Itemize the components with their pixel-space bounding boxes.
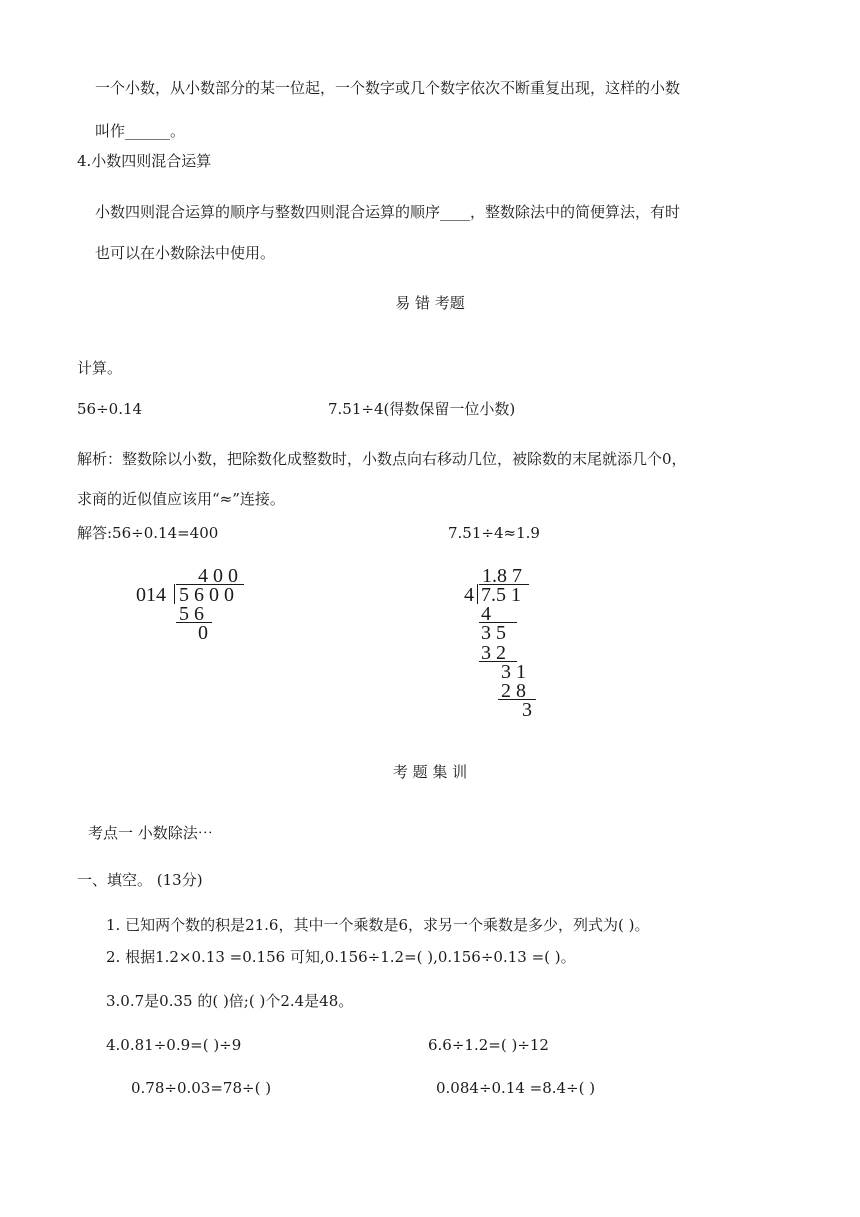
exam-point: 考点一 小数除法⋯ xyxy=(88,824,213,842)
step: 3 1 xyxy=(501,661,526,683)
paragraph-line: 叫作______。 xyxy=(95,122,186,140)
step: 2 8 xyxy=(501,680,526,702)
problem-2: 7.51÷4(得数保留一位小数) xyxy=(328,400,516,418)
question-4d: 0.084÷0.14 =8.4÷( ) xyxy=(436,1079,596,1097)
section-heading: 4.小数四则混合运算 xyxy=(77,152,212,170)
dividend: 5 6 0 0 xyxy=(179,584,234,606)
paragraph-line: 也可以在小数除法中使用。 xyxy=(95,244,276,262)
question-2: 2. 根据1.2×0.13 =0.156 可知,0.156÷1.2=( ),0.156÷0.13 =( )。 xyxy=(106,948,576,966)
division-bracket xyxy=(174,584,175,604)
section-title: 易 错 考题 xyxy=(395,294,465,312)
division-bracket xyxy=(477,584,478,604)
prompt-text: 计算。 xyxy=(77,359,123,377)
remainder: 0 xyxy=(198,622,208,644)
section-title: 考 题 集 训 xyxy=(392,763,468,781)
step: 3 5 xyxy=(481,622,506,644)
problem-1: 56÷0.14 xyxy=(77,400,143,418)
analysis-line: 求商的近似值应该用“≈”连接。 xyxy=(77,490,285,508)
answer-2: 7.51÷4≈1.9 xyxy=(448,524,540,542)
analysis-line: 解析：整数除以小数，把除数化成整数时，小数点向右移动几位，被除数的末尾就添几个0， xyxy=(77,450,687,468)
paragraph-line: 小数四则混合运算的顺序与整数四则混合运算的顺序____，整数除法中的简便算法，有时 xyxy=(95,203,681,221)
step: 4 xyxy=(481,603,491,625)
step: 3 2 xyxy=(481,642,506,664)
divisor: 4 xyxy=(464,584,474,606)
question-4b: 6.6÷1.2=( )÷12 xyxy=(428,1036,549,1054)
question-4c: 0.78÷0.03=78÷( ) xyxy=(131,1079,272,1097)
question-1: 1. 已知两个数的积是21.6，其中一个乘数是6，求另一个乘数是多少，列式为( )。 xyxy=(106,916,650,934)
dividend: 7.5 1 xyxy=(481,584,521,606)
section-heading: 一、填空。 (13分) xyxy=(77,871,203,889)
paragraph-line: 一个小数，从小数部分的某一位起，一个数字或几个数字依次不断重复出现，这样的小数 xyxy=(95,79,681,97)
step: 3 xyxy=(522,699,532,721)
answer-1: 解答:56÷0.14=400 xyxy=(77,524,219,542)
divisor: 014 xyxy=(136,584,166,606)
quotient: 4 0 0 xyxy=(198,565,238,587)
quotient: 1.8 7 xyxy=(482,565,522,587)
question-4a: 4.0.81÷0.9=( )÷9 xyxy=(106,1036,242,1054)
step-product: 5 6 xyxy=(179,603,204,625)
question-3: 3.0.7是0.35 的( )倍;( )个2.4是48。 xyxy=(106,992,354,1010)
